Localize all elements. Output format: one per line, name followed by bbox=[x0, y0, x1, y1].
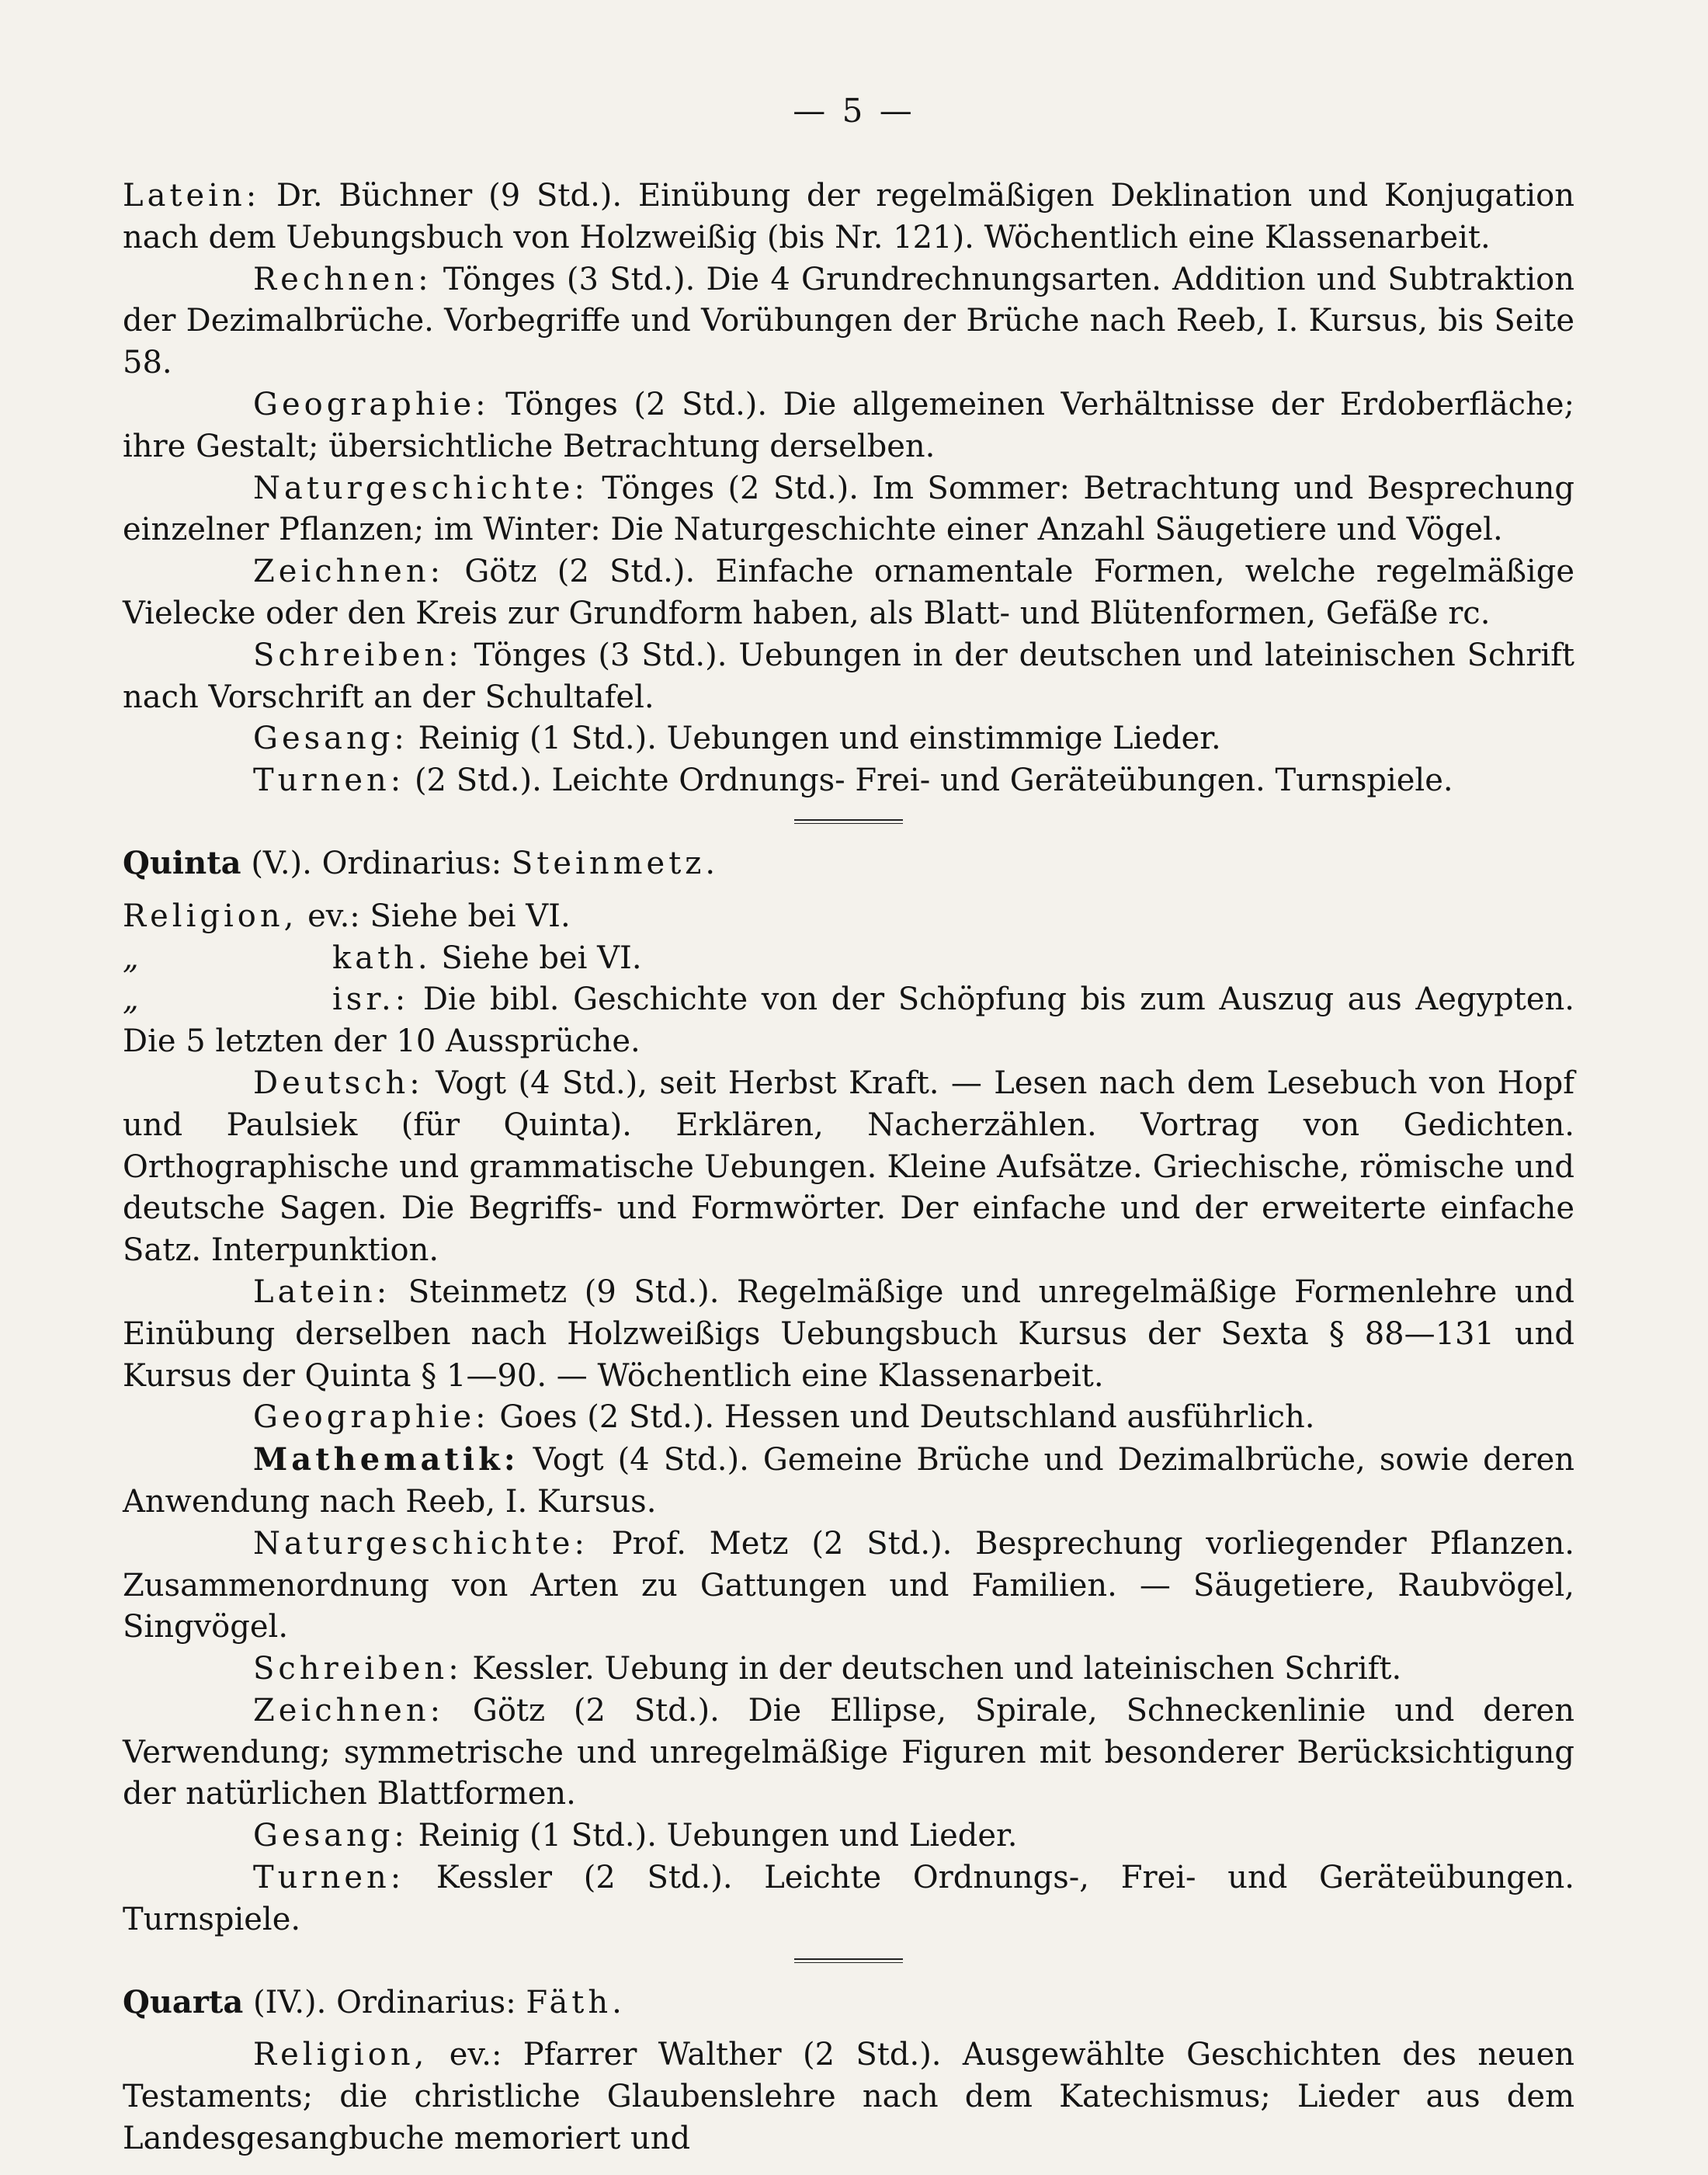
subject-text: Dr. Büchner (9 Std.). Einübung der regelmäßigen Deklination und Konjugation nach dem Uebungsbuch von Holzweißig (bis Nr. 121). Wöchentlich eine Klassenarbeit. bbox=[123, 178, 1574, 255]
ditto-mark: „ bbox=[123, 982, 139, 1018]
subject-label: Turnen: bbox=[253, 763, 405, 799]
subject-text: Reinig (1 Std.). Uebungen und einstimmige Lieder. bbox=[418, 721, 1221, 757]
subject-label: Geographie: bbox=[253, 1399, 490, 1436]
subject-text: Reinig (1 Std.). Uebungen und Lieder. bbox=[418, 1818, 1018, 1854]
section-divider bbox=[794, 1958, 903, 1963]
sexta-naturgeschichte bbox=[123, 468, 1574, 552]
subject-label: Naturgeschichte: bbox=[253, 1525, 588, 1562]
subject-label: kath. bbox=[332, 940, 432, 976]
ordinarius-name: Fäth. bbox=[526, 1984, 626, 2020]
quinta-religion-ev bbox=[123, 896, 1574, 938]
class-name: Quarta bbox=[123, 1983, 244, 2020]
class-heading-rest: (V.). Ordinarius: bbox=[251, 845, 502, 881]
quinta-gesang bbox=[123, 1815, 1574, 1857]
subject-text: Tönges (2 Std.). Die allgemeinen Verhältnisse der Erdoberfläche; ihre Gestalt; übersichtliche Betrachtung derselben. bbox=[123, 386, 1574, 464]
sexta-latein bbox=[123, 175, 1574, 259]
subject-text: Kessler (2 Std.). Leichte Ordnungs-, Frei- und Geräteübungen. Turnspiele. bbox=[123, 1860, 1575, 1937]
subject-label: Rechnen: bbox=[253, 261, 432, 297]
quinta-religion-kath bbox=[123, 938, 1574, 980]
subject-label: Geographie: bbox=[253, 386, 490, 422]
quinta-zeichnen bbox=[123, 1690, 1574, 1815]
ordinarius-name: Steinmetz. bbox=[511, 845, 720, 881]
subject-label: Zeichnen: bbox=[253, 1692, 445, 1729]
subject-label: Mathematik: bbox=[253, 1441, 519, 1478]
quinta-turnen bbox=[123, 1857, 1574, 1941]
subject-label: isr.: bbox=[332, 982, 410, 1018]
subject-text: Siehe bei VI. bbox=[441, 940, 642, 976]
subject-text: Kessler. Uebung in der deutschen und lateinischen Schrift. bbox=[472, 1651, 1402, 1687]
subject-label: Religion, bbox=[123, 898, 298, 934]
subject-text: Die bibl. Geschichte von der Schöpfung bis zum Auszug aus Aegypten. Die 5 letzten der 10 Aussprüche. bbox=[123, 982, 1575, 1060]
subject-label: Zeichnen: bbox=[253, 554, 445, 590]
subject-text: Tönges (3 Std.). Uebungen in der deutschen und lateinischen Schrift nach Vorschrift an der Schultafel. bbox=[123, 637, 1575, 715]
sexta-zeichnen bbox=[123, 551, 1574, 635]
subject-text: Prof. Metz (2 Std.). Besprechung vorliegender Pflanzen. Zusammenordnung von Arten zu Gattungen und Familien. — Säugetiere, Raubvögel, Singvögel. bbox=[123, 1525, 1574, 1645]
ditto-mark: „ bbox=[123, 940, 139, 976]
section-divider bbox=[794, 819, 903, 824]
subject-label: Gesang: bbox=[253, 1818, 408, 1854]
subject-text: Götz (2 Std.). Die Ellipse, Spirale, Schneckenlinie und deren Verwendung; symmetrische und unregelmäßige Figuren mit besonderer Berücksichtigung der natürlichen Blattformen. bbox=[123, 1692, 1574, 1812]
subject-text: ev.: Siehe bei VI. bbox=[307, 898, 571, 934]
quinta-latein bbox=[123, 1272, 1574, 1397]
subject-text: Vogt (4 Std.), seit Herbst Kraft. — Lesen nach dem Lesebuch von Hopf und Paulsiek (für Quinta). Erklären, Nacherzählen. Vortrag von Gedichten. Orthographische und grammatische Uebungen. Kleine Aufsätze. Griechische, römische und deutsche Sagen. Die Begriffs- und Formwörter. Der einfache und der erweiterte einfache Satz. Interpunktion. bbox=[123, 1065, 1575, 1269]
subject-label: Turnen: bbox=[253, 1860, 405, 1896]
page-number: — 5 — bbox=[793, 92, 915, 130]
subject-text: Vogt (4 Std.). Gemeine Brüche und Dezimalbrüche, sowie deren Anwendung nach Reeb, I. Kursus. bbox=[123, 1442, 1574, 1520]
subject-text: Goes (2 Std.). Hessen und Deutschland ausführlich. bbox=[499, 1399, 1315, 1436]
sexta-gesang bbox=[123, 718, 1574, 760]
subject-label: Naturgeschichte: bbox=[253, 470, 588, 506]
subject-label: Deutsch: bbox=[253, 1065, 424, 1101]
subject-text: ev.: Pfarrer Walther (2 Std.). Ausgewählte Geschichten des neuen Testaments; die christliche Glaubenslehre nach dem Katechismus; Lieder aus dem Landesgesangbuche memoriert und bbox=[123, 2037, 1574, 2157]
class-heading-rest: (IV.). Ordinarius: bbox=[253, 1984, 516, 2020]
subject-label: Religion, bbox=[253, 2037, 429, 2073]
document-body bbox=[123, 175, 1574, 2160]
quarta-heading bbox=[123, 1982, 1574, 2024]
subject-label: Latein: bbox=[123, 178, 261, 214]
sexta-rechnen bbox=[123, 259, 1574, 384]
subject-label: Gesang: bbox=[253, 721, 408, 757]
quinta-heading bbox=[123, 843, 1574, 885]
subject-text: Tönges (3 Std.). Die 4 Grundrechnungsarten. Addition und Subtraktion der Dezimalbrüche. Vorbegriffe und Vorübungen der Brüche nach Reeb, I. Kursus, bis Seite 58. bbox=[123, 261, 1575, 381]
subject-text: Tönges (2 Std.). Im Sommer: Betrachtung und Besprechung einzelner Pflanzen; im Winter: Die Naturgeschichte einer Anzahl Säugetiere und Vögel. bbox=[123, 470, 1574, 548]
quinta-geographie bbox=[123, 1397, 1574, 1439]
quinta-deutsch bbox=[123, 1063, 1574, 1272]
subject-text: Götz (2 Std.). Einfache ornamentale Formen, welche regelmäßige Vielecke oder den Kreis zur Grundform haben, als Blatt- und Blütenformen, Gefäße rc. bbox=[123, 554, 1575, 631]
sexta-schreiben bbox=[123, 635, 1574, 719]
quinta-schreiben bbox=[123, 1649, 1574, 1690]
sexta-geographie bbox=[123, 384, 1574, 468]
subject-label: Schreiben: bbox=[253, 637, 463, 673]
subject-label: Latein: bbox=[253, 1273, 391, 1310]
subject-text: Steinmetz (9 Std.). Regelmäßige und unregelmäßige Formenlehre und Einübung derselben nach Holzweißigs Uebungsbuch Kursus der Sexta § 88—131 und Kursus der Quinta § 1—90. — Wöchentlich eine Klassenarbeit. bbox=[123, 1273, 1575, 1394]
quinta-religion-isr bbox=[123, 979, 1574, 1063]
sexta-turnen bbox=[123, 760, 1574, 802]
subject-label: Schreiben: bbox=[253, 1651, 463, 1687]
class-name: Quinta bbox=[123, 844, 241, 881]
quinta-mathematik bbox=[123, 1439, 1574, 1524]
quinta-naturgeschichte bbox=[123, 1524, 1574, 1649]
quarta-religion-ev bbox=[123, 2034, 1574, 2159]
subject-text: (2 Std.). Leichte Ordnungs- Frei- und Geräteübungen. Turnspiele. bbox=[414, 763, 1453, 799]
